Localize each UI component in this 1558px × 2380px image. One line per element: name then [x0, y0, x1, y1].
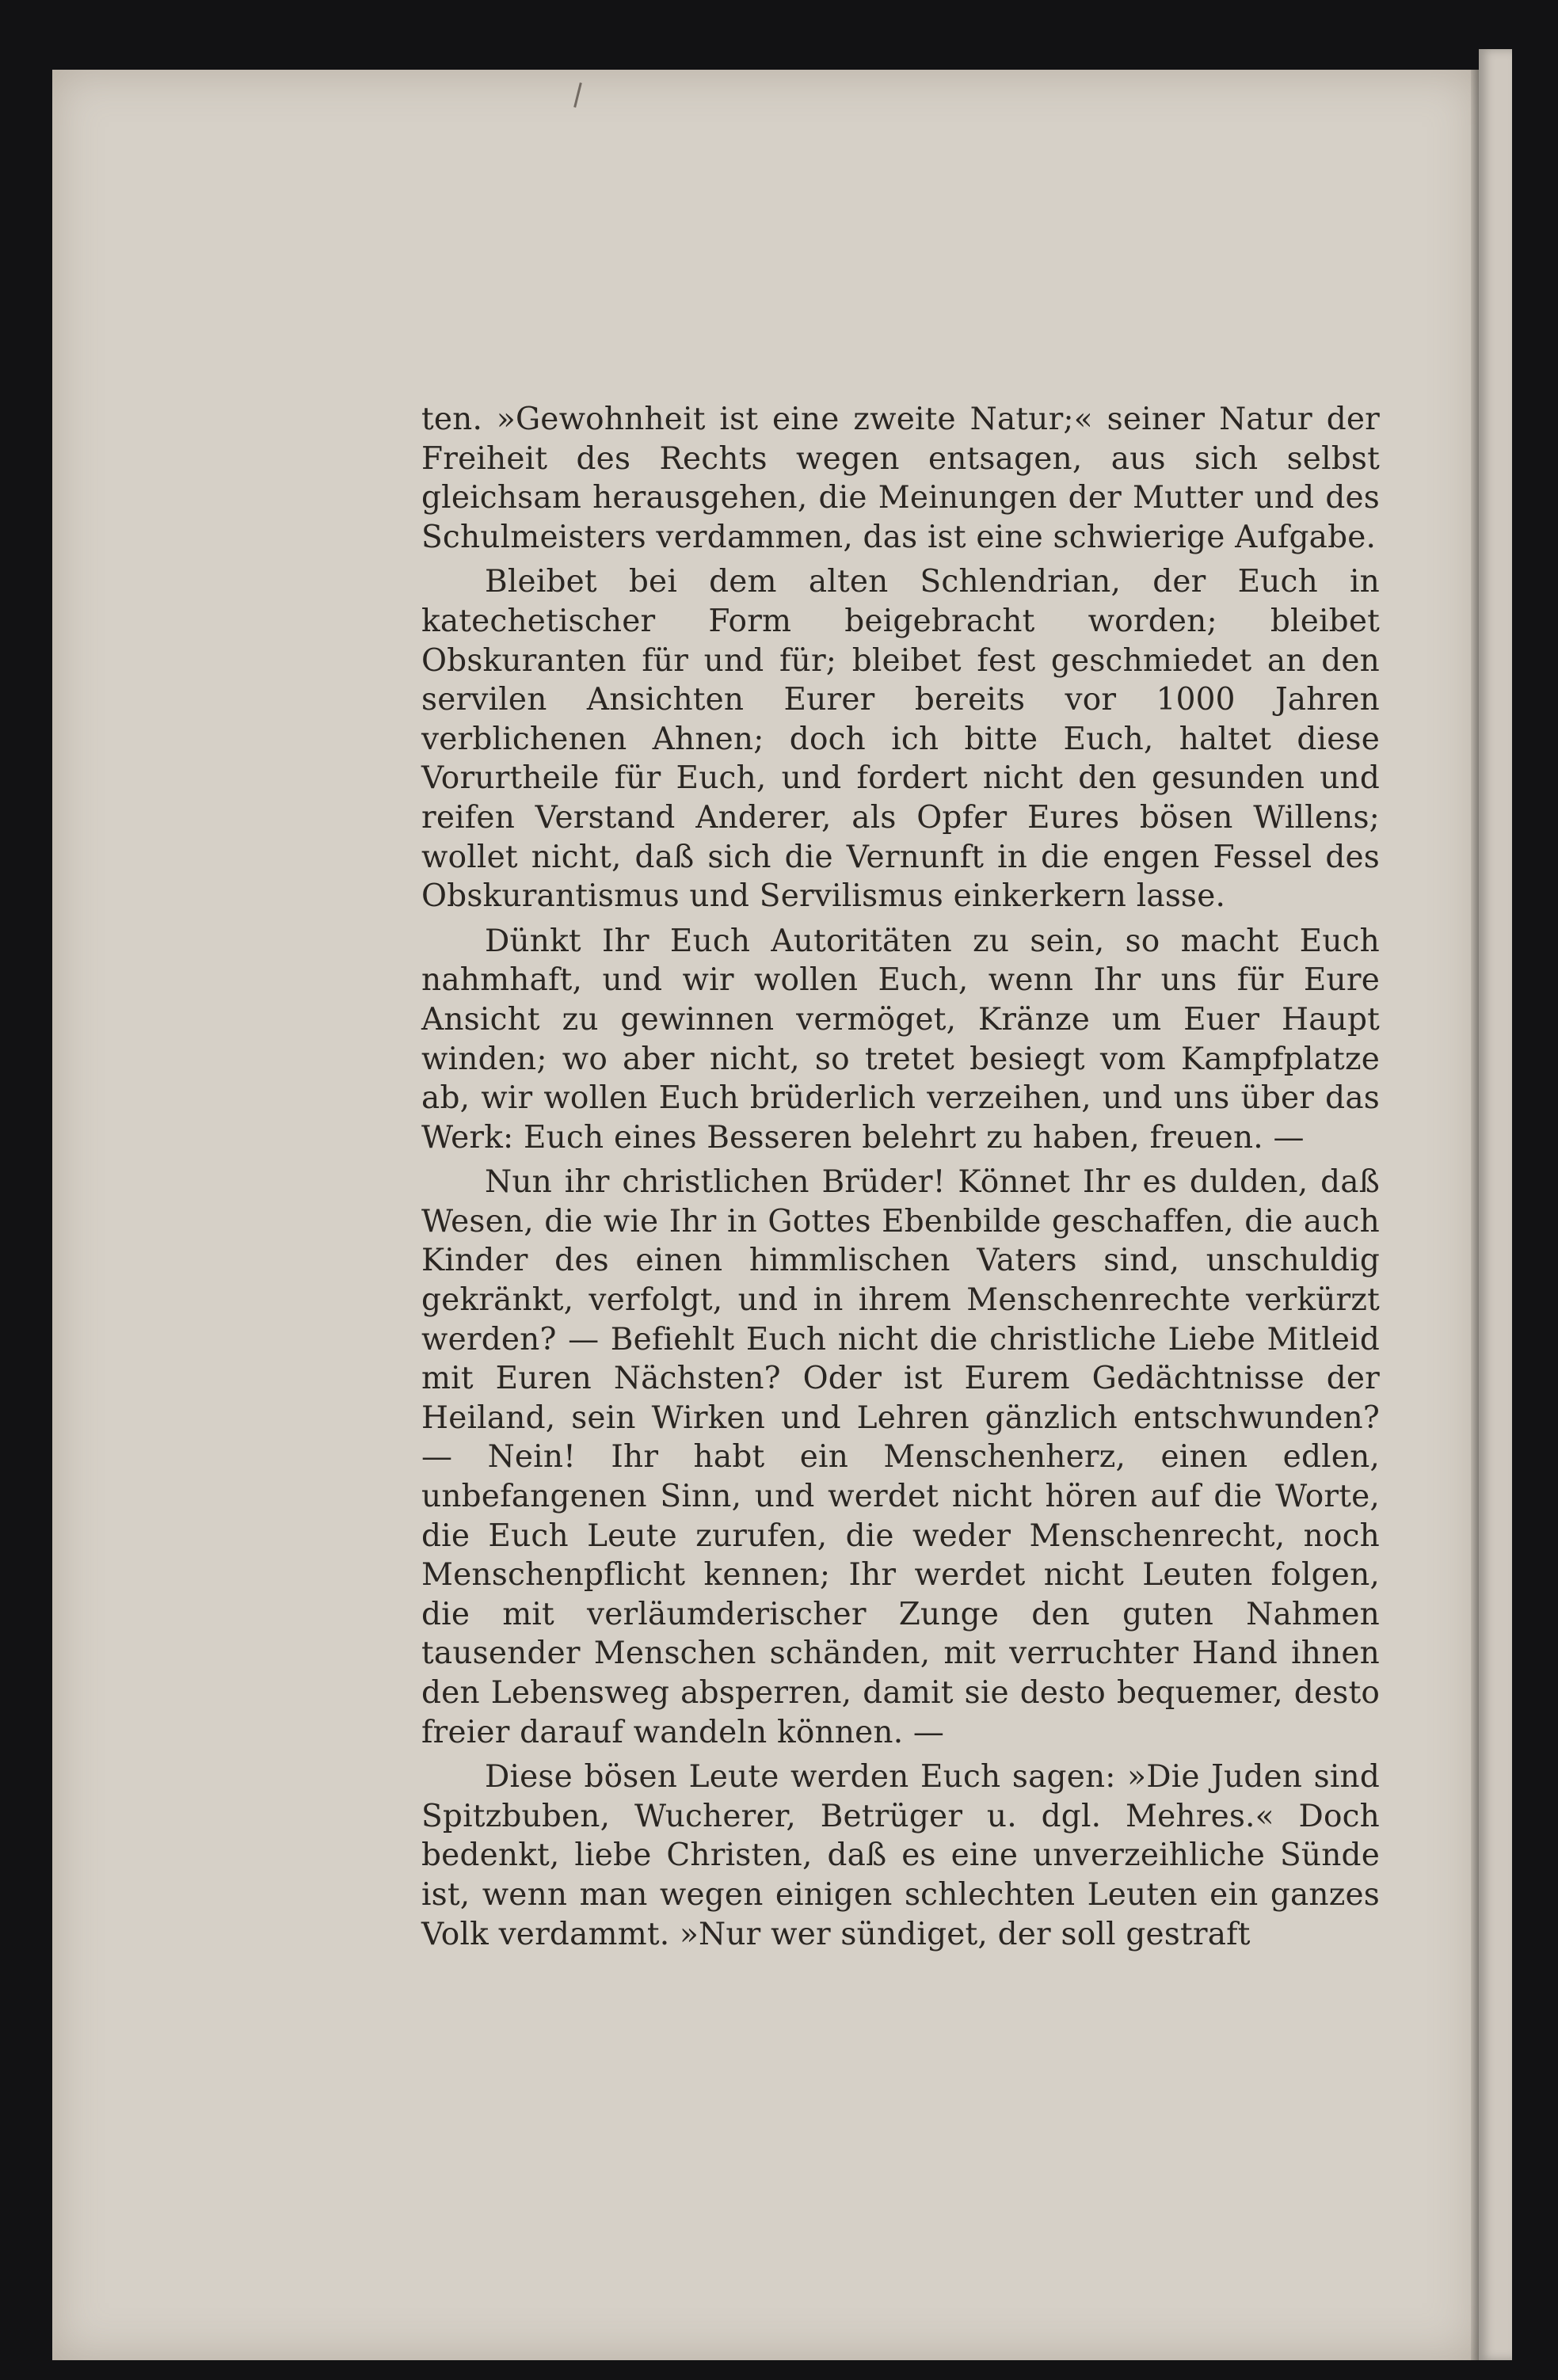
paragraph: Dünkt Ihr Euch Autoritäten zu sein, so macht Euch nahmhaft, und wir wollen Euch, wenn Ihr uns für Eure Ansicht zu gewinnen vermöget, Kränze um Euer Haupt winden; wo aber nicht, so tretet besiegt vom Kampfplatze ab, wir wollen Euch brüderlich verzeihen, und uns über das Werk: Euch eines Besseren belehrt zu haben, freuen. — — [421, 923, 1380, 1156]
paragraph: Bleibet bei dem alten Schlendrian, der Euch in katechetischer Form beigebracht worden; bleibet Obskuranten für und für; bleibet fest geschmiedet an den servilen Ansichten Eurer bereits vor 1000 Jahren verblichenen Ahnen; doch ich bitte Euch, haltet diese Vorurtheile für Euch, und fordert nicht den gesunden und reifen Verstand Anderer, als Opfer Eures bösen Willens; wollet nicht, daß sich die Vernunft in die engen Fessel des Obskurantismus und Servilismus einkerkern lasse. — [421, 564, 1380, 915]
body-text — [421, 400, 1380, 1959]
paragraph: Diese bösen Leute werden Euch sagen: »Die Juden sind Spitzbuben, Wucherer, Betrüger u. dgl. Mehres.« Doch bedenkt, liebe Christen, daß es eine unverzeihliche Sünde ist, wenn man wegen einigen schlechten Leuten ein ganzes Volk verdammt. »Nur wer sündiget, der soll gestraft — [421, 1759, 1380, 1952]
paragraph: ten. »Gewohnheit ist eine zweite Natur;« seiner Natur der Freiheit des Rechts wegen entsagen, aus sich selbst gleichsam herausgehen, die Meinungen der Mutter und des Schulmeisters verdammen, das ist eine schwierige Aufgabe. — [421, 402, 1380, 555]
paragraph: Nun ihr christlichen Brüder! Könnet Ihr es dulden, daß Wesen, die wie Ihr in Gottes Ebenbilde geschaffen, die auch Kinder des einen himmlischen Vaters sind, unschuldig gekränkt, verfolgt, und in ihrem Menschenrechte verkürzt werden? — Befiehlt Euch nicht die christliche Liebe Mitleid mit Euren Nächsten? Oder ist Eurem Gedächtnisse der Heiland, sein Wirken und Lehren gänzlich entschwunden? — Nein! Ihr habt ein Menschenherz, einen edlen, unbefangenen Sinn, und werdet nicht hören auf die Worte, die Euch Leute zurufen, die weder Menschenrecht, noch Menschenpflicht kennen; Ihr werdet nicht Leuten folgen, die mit verläumderischer Zunge den guten Nahmen tausender Menschen schänden, mit verruchter Hand ihnen den Lebensweg absperren, damit sie desto bequemer, desto freier darauf wandeln können. — — [421, 1164, 1380, 1750]
adjacent-page-edge — [1479, 49, 1512, 2360]
